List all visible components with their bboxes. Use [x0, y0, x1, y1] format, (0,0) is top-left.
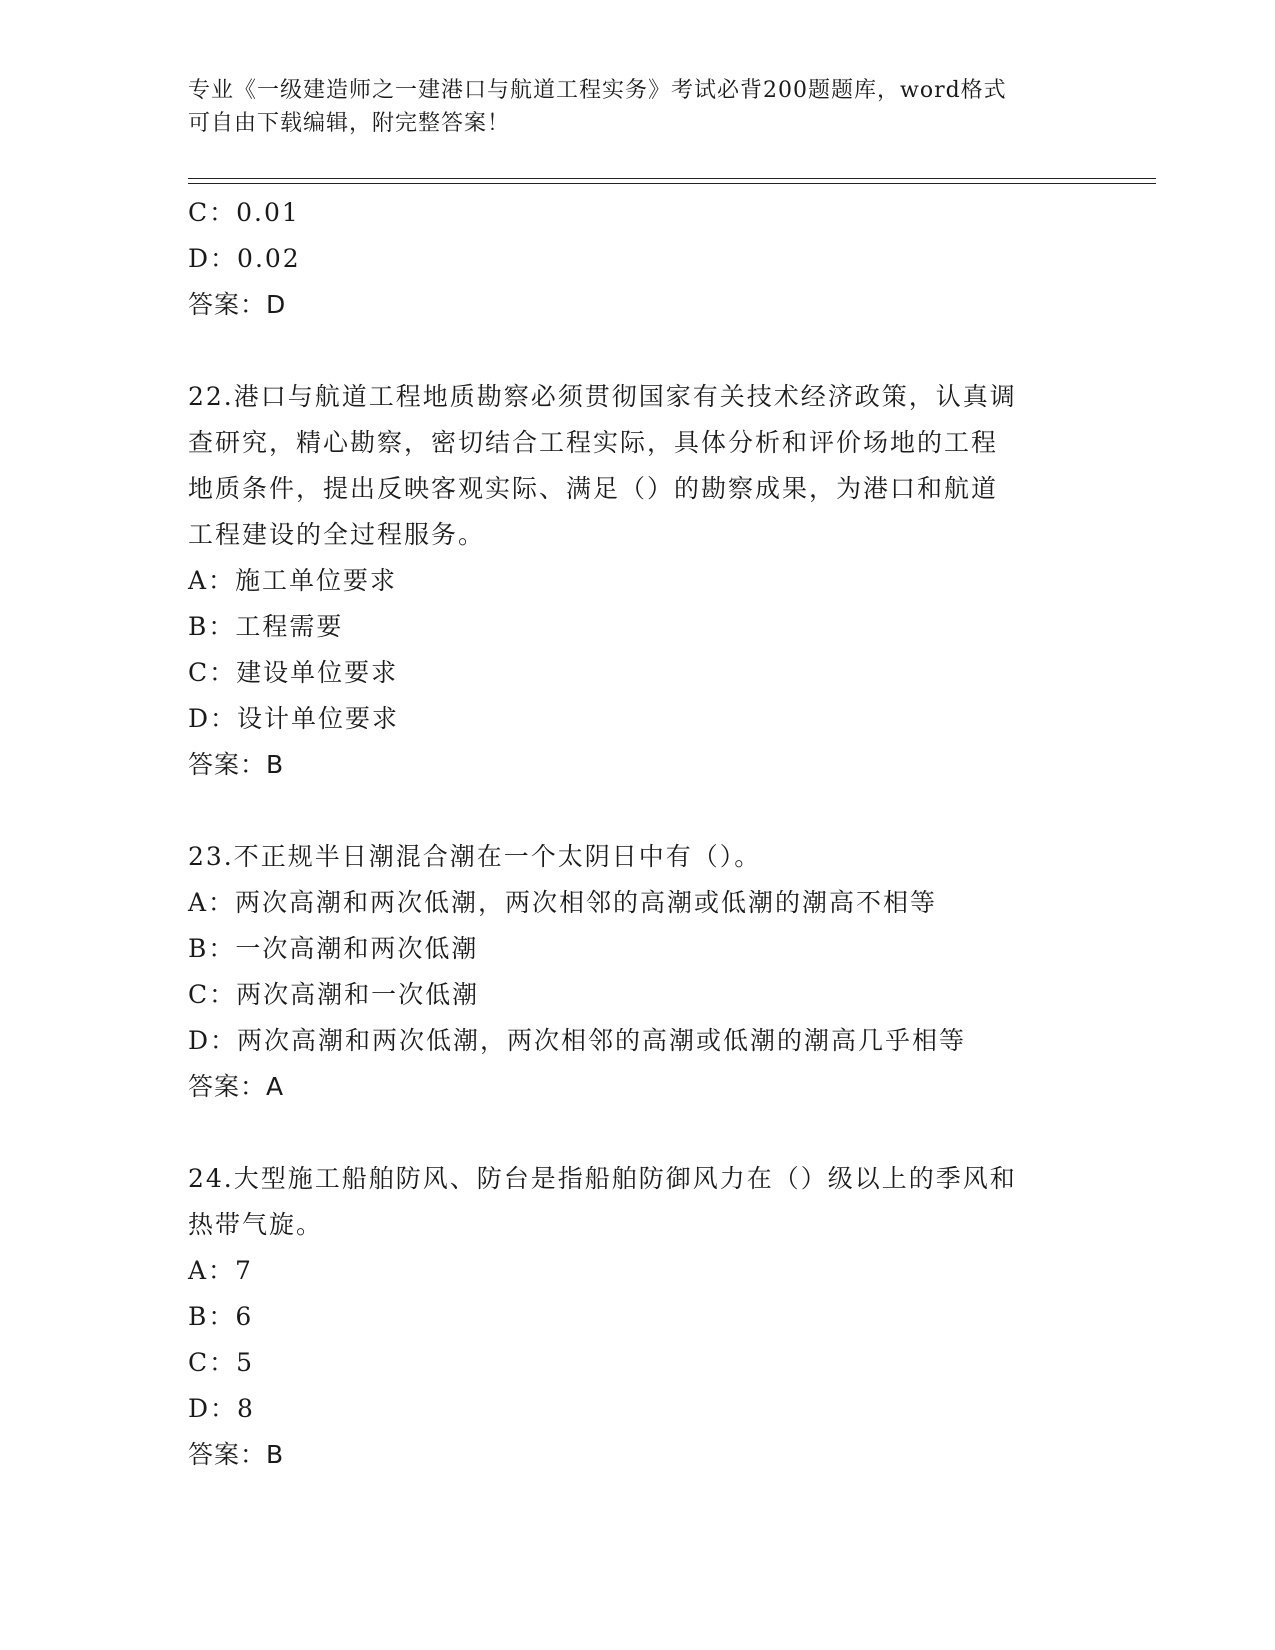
answer-line: 答案：A [188, 1072, 285, 1101]
option-d: D：设计单位要求 [188, 704, 400, 733]
option-a: A：施工单位要求 [188, 566, 398, 595]
question-stem-line: 24.大型施工船舶防风、防台是指船舶防御风力在（）级以上的季风和 [188, 1164, 1017, 1193]
spacer [188, 1110, 1088, 1156]
document-header [188, 74, 1088, 140]
option-c: C：两次高潮和一次低潮 [188, 980, 480, 1009]
option-c: C：建设单位要求 [188, 658, 399, 687]
option-d: D：0.02 [188, 244, 301, 273]
answer-line: 答案：D [188, 290, 287, 319]
option-c: C：5 [188, 1348, 255, 1377]
question-list [188, 190, 1088, 1478]
header-divider-top [188, 178, 1156, 179]
option-d: D：两次高潮和两次低潮，两次相邻的高潮或低潮的潮高几乎相等 [188, 1026, 967, 1055]
header-title-line-2: 可自由下载编辑，附完整答案！ [188, 111, 511, 136]
option-b: B：工程需要 [188, 612, 344, 641]
answer-line: 答案：B [188, 1440, 285, 1469]
answer-line: 答案：B [188, 750, 285, 779]
question-stem-line: 地质条件，提出反映客观实际、满足（）的勘察成果，为港口和航道 [188, 474, 999, 503]
spacer [188, 788, 1088, 834]
question-stem-line: 热带气旋。 [188, 1210, 324, 1239]
question-stem-line: 查研究，精心勘察，密切结合工程实际，具体分析和评价场地的工程 [188, 428, 999, 457]
question-stem-line: 23.不正规半日潮混合潮在一个太阴日中有（）。 [188, 842, 762, 871]
question-stem-line: 工程建设的全过程服务。 [188, 520, 486, 549]
question-24 [188, 1156, 1088, 1478]
question-21-continued [188, 190, 1088, 328]
spacer [188, 328, 1088, 374]
option-c: C：0.01 [188, 198, 300, 227]
option-b: B：6 [188, 1302, 254, 1331]
option-a: A：两次高潮和两次低潮，两次相邻的高潮或低潮的潮高不相等 [188, 888, 938, 917]
option-a: A：7 [188, 1256, 253, 1285]
question-23 [188, 834, 1088, 1110]
option-b: B：一次高潮和两次低潮 [188, 934, 479, 963]
question-stem-line: 22.港口与航道工程地质勘察必须贯彻国家有关技术经济政策，认真调 [188, 382, 1017, 411]
option-d: D：8 [188, 1394, 255, 1423]
header-divider-bottom [188, 183, 1156, 184]
question-22 [188, 374, 1088, 788]
header-title-line-1: 专业《一级建造师之一建港口与航道工程实务》考试必背200题题库，word格式 [188, 78, 1007, 103]
